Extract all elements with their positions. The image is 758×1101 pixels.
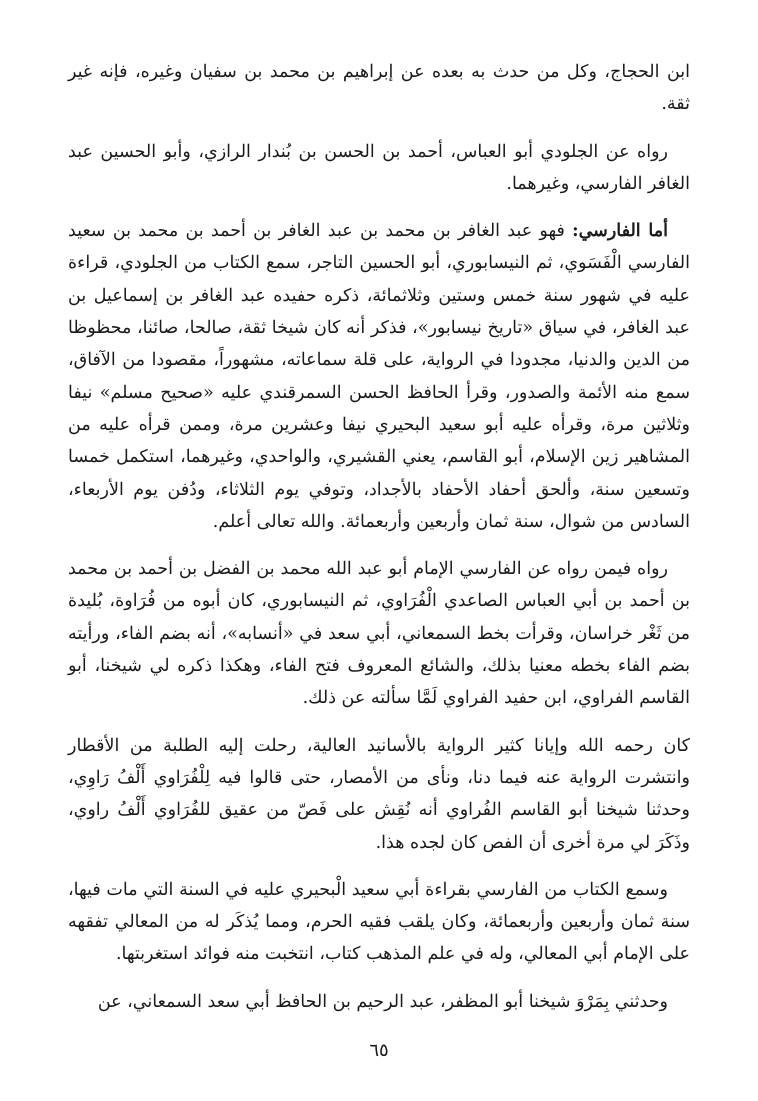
page-body — [68, 56, 690, 1033]
paragraph-1-text: ابن الحجاج، وكل من حدث به بعده عن إبراهيم بن محمد بن سفيان وغيره، فإنه غير ثقة. — [68, 62, 690, 115]
paragraph-4 — [68, 553, 690, 714]
paragraph-6-text: وسمع الكتاب من الفارسي بقراءة أبي سعيد الْبحيري عليه في السنة التي مات فيها، سنة ثمان وأربعين وأربعمائة، وكان يلقب فقيه الحرم، ومما يُذكَر له من المعالي تفقهه على الإمام أبي المعالي، وله في علم المذهب كتاب، انتخبت منه فوائد استغربتها. — [68, 879, 690, 965]
paragraph-2-text: رواه عن الجلودي أبو العباس، أحمد بن الحسن بن بُندار الرازي، وأبو الحسين عبد الغافر الفارسي، وغيرهما. — [68, 141, 690, 194]
page-number: ٦٥ — [369, 1040, 389, 1061]
paragraph-6 — [68, 874, 690, 971]
paragraph-1 — [68, 56, 690, 121]
paragraph-5-text: كان رحمه الله وإيانا كثير الرواية بالأسانيد العالية، رحلت إليه الطلبة من الأقطار وانتشرت الرواية عنه فيما دنا، ونأى من الأمصار، حتى قالوا فيه لِلْفُرَاوي أَلْفُ رَاوِي، وحدثنا شيخنا أبو القاسم الفُراوي أنه نُقِش على فَصّ من عقيق للفُرَاوي أَلْفُ راوي، وذَكَرَ لي مرة أخرى أن الفص كان لجده هذا. — [68, 735, 690, 853]
paragraph-3 — [68, 215, 690, 538]
paragraph-3-text: فهو عبد الغافر بن محمد بن عبد الغافر بن أحمد بن محمد بن سعيد الفارسي الْفَسَوي، ثم النيسابوري، أبو الحسين التاجر، سمع الكتاب من الجلودي، قراءة عليه في شهور سنة خمس وستين وثلاثمائة، ذكره حفيده عبد الغافر بن إسماعيل بن عبد الغافر، في سياق «تاريخ نيسابور»، فذكر أنه كان شيخا ثقة، صالحا، صائنا، محظوظا من الدين والدنيا، مجدودا في الرواية، على قلة سماعاته، مشهوراً، مقصودا من الآفاق، سمع منه الأئمة والصدور، وقرأ الحافظ الحسن السمرقندي عليه «صحيح مسلم» نيفا وثلاثين مرة، وقرأه عليه أبو سعيد البحيري نيفا وعشرين مرة، وممن قرأه عليه من المشاهير زين الإسلام، أبو القاسم، يعني القشيري، والواحدي، وغيرهما، استكمل خمسا وتسعين سنة، وألحق أحفاد الأحفاد بالأجداد، وتوفي يوم الثلاثاء، ودُفن يوم الأربعاء، السادس من شوال، سنة ثمان وأربعين وأربعمائة. والله تعالى أعلم. — [68, 221, 690, 532]
paragraph-3-lead-heading: أما الفارسي: — [572, 221, 669, 242]
paragraph-2 — [68, 136, 690, 201]
paragraph-4-text: رواه فيمن رواه عن الفارسي الإمام أبو عبد الله محمد بن الفضل بن أحمد بن محمد بن أحمد بن أبي العباس الصاعدي الْفُرَاوي، ثم النيسابوري، كان أبوه من فُرَاوة، بُليدة من ثَغْر خراسان، وقرأت بخط السمعاني، أبي سعد في «أنسابه»، أنه بضم الفاء، ورأيته بضم الفاء بخطه معنيا بذلك، والشائع المعروف فتح الفاء، وهكذا ذكره لي شيخنا، أبو القاسم الفراوي، ابن حفيد الفراوي لَمَّا سألته عن ذلك. — [68, 559, 690, 709]
paragraph-7-text: وحدثني بِمَرْوَ شيخنا أبو المظفر، عبد الرحيم بن الحافظ أبي سعد السمعاني، عن — [97, 991, 668, 1012]
paragraph-5 — [68, 730, 690, 859]
paragraph-7 — [68, 986, 690, 1018]
